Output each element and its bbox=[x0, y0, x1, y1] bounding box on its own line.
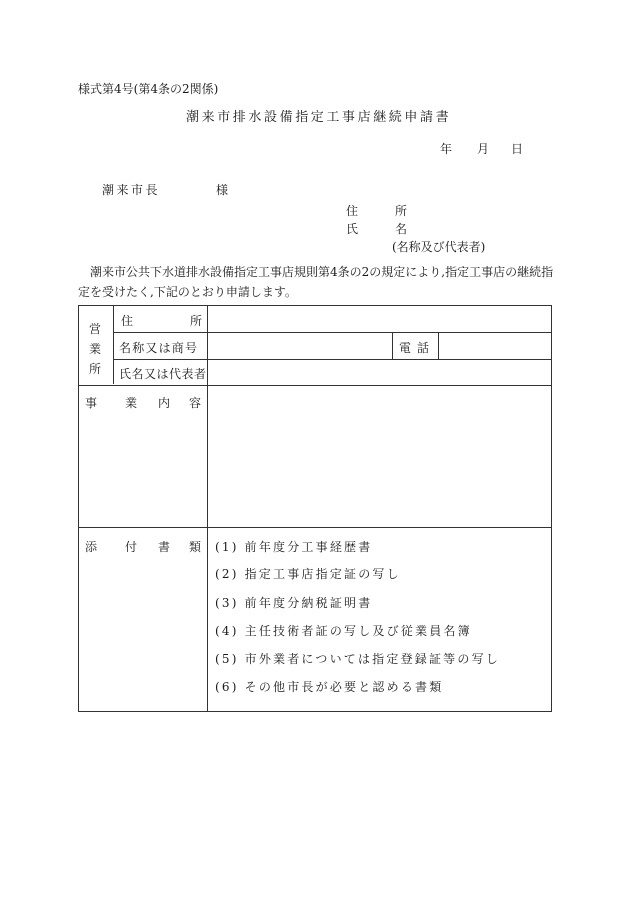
applicant-name-label-2: 名 bbox=[395, 222, 408, 236]
document-title: 潮来市排水設備指定工事店継続申請書 bbox=[186, 110, 452, 125]
body-text-line1: 潮来市公共下水道排水設備指定工事店規則第4条の2の規定により,指定工事店の継続指 bbox=[90, 265, 554, 279]
date-year-label: 年 bbox=[440, 142, 453, 156]
row-name-label: 名称又は商号 bbox=[119, 341, 199, 355]
office-label-char-1: 営 bbox=[89, 322, 102, 336]
applicant-address-label-2: 所 bbox=[395, 204, 408, 218]
office-column-divider bbox=[113, 306, 114, 384]
body-text-line2: 定を受けたく,下記のとおり申請します。 bbox=[78, 285, 297, 299]
date-month-label: 月 bbox=[477, 142, 490, 156]
applicant-name-label-1: 氏 bbox=[346, 222, 359, 236]
attachment-item-1: (1) 前年度分工事経歴書 bbox=[215, 540, 373, 554]
office-label-char-3: 所 bbox=[89, 362, 102, 376]
attachment-item-6: (6) その他市長が必要と認める書類 bbox=[215, 680, 444, 694]
business-label-char-1: 事 bbox=[85, 396, 98, 410]
attachment-item-2: (2) 指定工事店指定証の写し bbox=[215, 567, 401, 581]
row-divider-2 bbox=[113, 359, 552, 360]
applicant-name-note: (名称及び代表者) bbox=[392, 240, 486, 254]
phone-label-right-divider bbox=[438, 332, 439, 359]
attachment-item-5: (5) 市外業者については指定登録証等の写し bbox=[215, 652, 500, 666]
attach-label-char-3: 書 bbox=[158, 540, 171, 554]
row-address-label-2: 所 bbox=[190, 314, 203, 328]
applicant-address-label-1: 住 bbox=[346, 204, 359, 218]
row-divider-3 bbox=[79, 385, 552, 386]
label-column-divider bbox=[207, 306, 208, 712]
business-label-char-2: 業 bbox=[125, 396, 138, 410]
business-label-char-4: 容 bbox=[189, 396, 202, 410]
addressee-honorific: 様 bbox=[216, 183, 229, 197]
form-number: 様式第4号(第4条の2関係) bbox=[78, 82, 219, 96]
date-day-label: 日 bbox=[511, 142, 524, 156]
row-divider-1 bbox=[113, 332, 552, 333]
attachment-item-4: (4) 主任技術者証の写し及び従業員名簿 bbox=[215, 624, 472, 638]
business-label-char-3: 内 bbox=[158, 396, 171, 410]
attachment-item-3: (3) 前年度分納税証明書 bbox=[215, 596, 373, 610]
row-phone-label: 電話 bbox=[399, 341, 436, 355]
row-divider-4 bbox=[79, 527, 552, 528]
attach-label-char-4: 類 bbox=[189, 540, 202, 554]
phone-label-left-divider bbox=[392, 332, 393, 359]
attach-label-char-1: 添 bbox=[85, 540, 98, 554]
addressee-mayor: 潮来市長 bbox=[102, 183, 161, 197]
attach-label-char-2: 付 bbox=[125, 540, 138, 554]
row-representative-label: 氏名又は代表者 bbox=[119, 367, 207, 381]
office-label-char-2: 業 bbox=[89, 342, 102, 356]
application-form-table bbox=[78, 305, 552, 712]
row-address-label-1: 住 bbox=[121, 314, 134, 328]
